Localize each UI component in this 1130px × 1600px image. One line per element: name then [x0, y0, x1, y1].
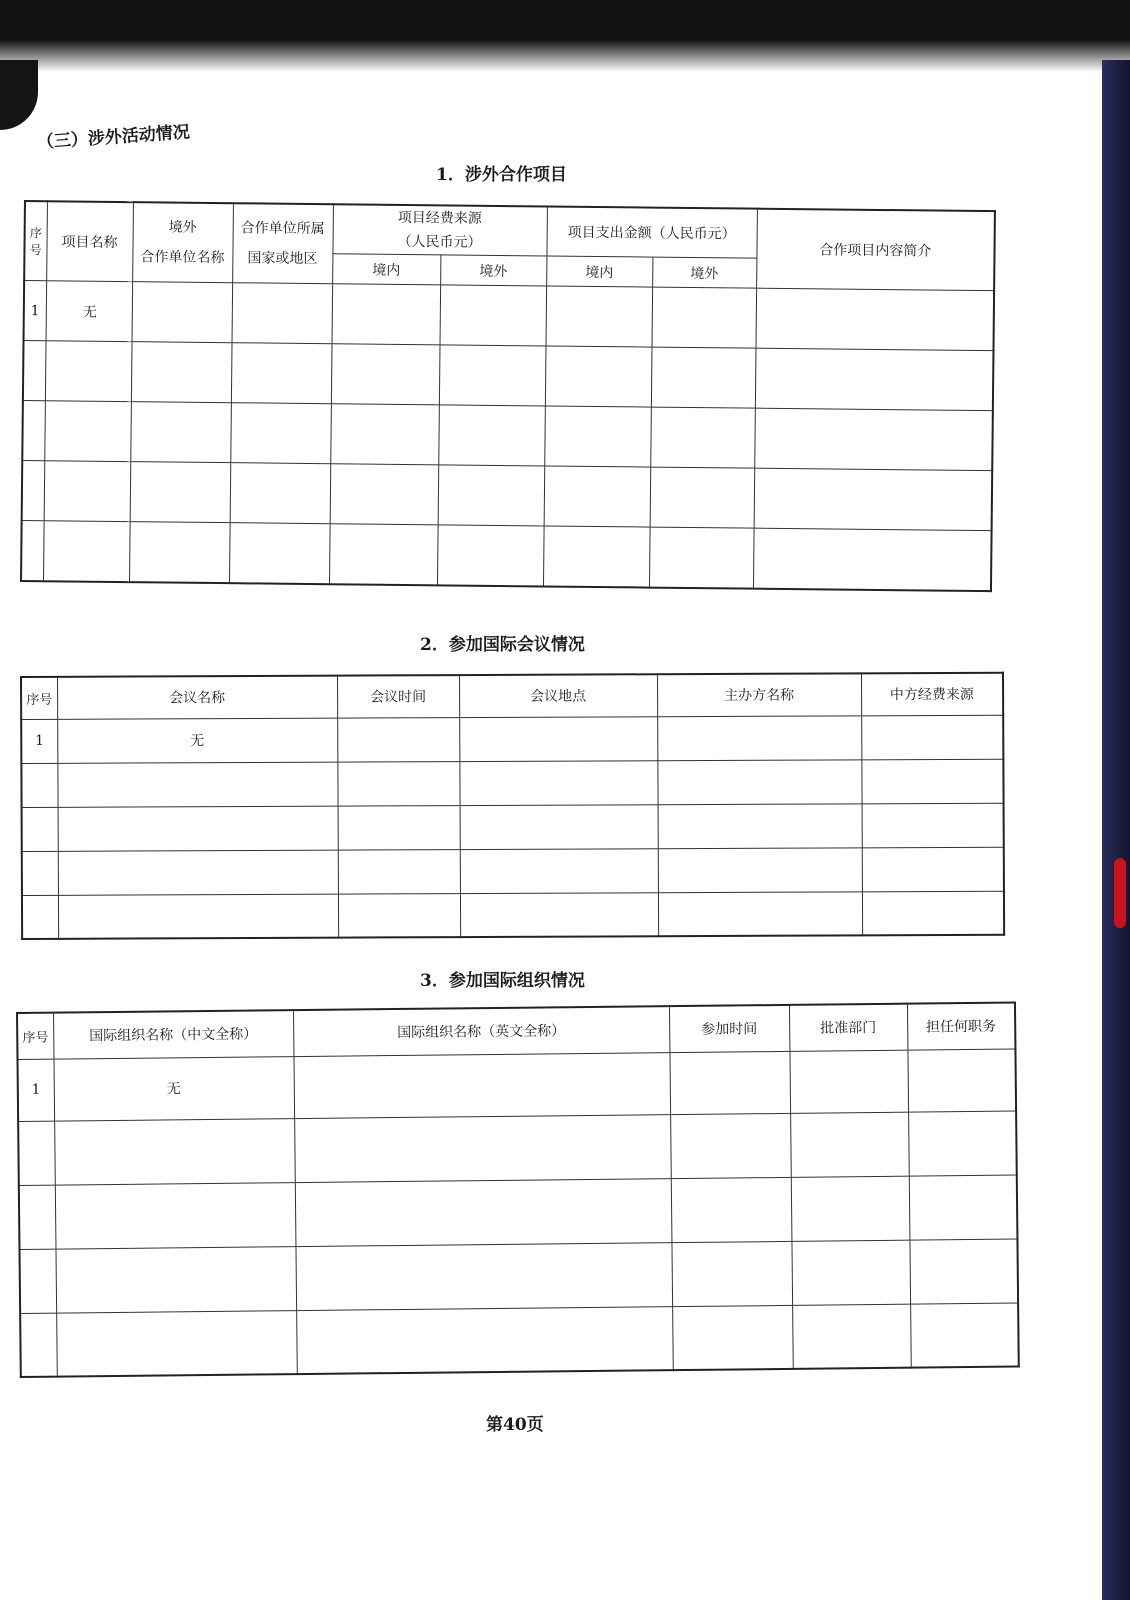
cell	[45, 341, 132, 402]
header-partner-name: 境外 合作单位名称	[132, 202, 233, 283]
cell	[18, 1121, 55, 1185]
header-join-time: 参加时间	[669, 1005, 789, 1052]
cell	[330, 404, 439, 465]
cell	[658, 891, 862, 936]
cell	[792, 1304, 911, 1369]
section-title: （三）涉外活动情况	[36, 122, 191, 153]
cell	[650, 407, 755, 468]
cell	[230, 403, 331, 464]
header-meeting-name: 会议名称	[57, 676, 337, 719]
cell	[330, 464, 439, 525]
table1-title: 1．涉外合作项目	[436, 165, 567, 185]
cell	[295, 1242, 672, 1310]
cell	[230, 463, 331, 524]
header-meeting-place: 会议地点	[459, 674, 657, 717]
cell	[658, 803, 862, 848]
header-funding: 中方经费来源	[861, 673, 1003, 716]
table-row	[21, 759, 1003, 807]
table-row	[22, 847, 1004, 895]
cell	[437, 525, 544, 586]
cell	[337, 717, 459, 762]
cell	[909, 1175, 1018, 1240]
table-row	[18, 1111, 1017, 1185]
table-row	[22, 400, 993, 470]
row-index: 1	[17, 1059, 54, 1121]
cell	[129, 522, 230, 583]
table-row	[23, 341, 994, 411]
cell	[755, 348, 994, 410]
cell	[669, 1051, 790, 1114]
cell	[440, 285, 547, 346]
cell	[789, 1050, 908, 1113]
cell	[460, 848, 658, 893]
header-summary: 合作项目内容简介	[756, 209, 995, 291]
cell	[55, 1246, 296, 1313]
header-index: 序号	[17, 1013, 53, 1059]
cell	[332, 284, 441, 345]
cell	[909, 1239, 1018, 1304]
cell	[58, 850, 338, 895]
header-funding-source: 项目经费来源 （人民币元）	[332, 204, 547, 256]
cell	[56, 1310, 297, 1377]
cell	[19, 1249, 56, 1313]
header-org-name-en: 国际组织名称（英文全称）	[293, 1006, 669, 1056]
header-project-name: 项目名称	[46, 201, 133, 281]
row-meeting-name: 无	[57, 718, 337, 763]
cell	[908, 1111, 1017, 1176]
cell	[658, 847, 862, 892]
cell	[58, 894, 338, 939]
cell	[459, 716, 657, 761]
cell	[657, 759, 861, 804]
cell	[438, 465, 545, 526]
cell	[651, 347, 756, 408]
cell	[907, 1049, 1016, 1112]
cell	[22, 400, 45, 460]
cell	[670, 1113, 791, 1178]
cell	[439, 345, 546, 406]
cell	[22, 460, 45, 520]
page-number: 第40页	[486, 1415, 544, 1435]
cell	[791, 1176, 910, 1241]
cell	[294, 1114, 671, 1182]
cell	[460, 892, 658, 937]
row-project-name: 无	[46, 281, 133, 342]
cell	[862, 891, 1004, 936]
cell	[651, 287, 756, 348]
binder-edge	[1102, 60, 1130, 1600]
cell	[649, 527, 754, 588]
cell	[791, 1240, 910, 1305]
cell	[331, 344, 440, 405]
cell	[543, 526, 650, 587]
cell	[544, 406, 651, 467]
cell	[657, 715, 861, 760]
cell	[338, 849, 460, 894]
header-expenditure: 项目支出金额（人民币元）	[546, 206, 757, 258]
cell	[671, 1177, 792, 1242]
cell	[131, 342, 232, 403]
cell	[22, 851, 58, 895]
cell	[753, 528, 992, 590]
cell	[231, 343, 332, 404]
cell	[295, 1178, 672, 1246]
table-row	[22, 460, 993, 530]
cell	[755, 288, 994, 350]
cell	[54, 1118, 295, 1185]
cell	[650, 467, 755, 528]
table-row	[22, 891, 1004, 939]
cell	[460, 804, 658, 849]
cell	[338, 805, 460, 850]
row-index: 1	[21, 719, 57, 763]
cell	[23, 341, 46, 401]
header-expenditure-overseas: 境外	[652, 257, 756, 288]
table2-title: 2．参加国际会议情况	[420, 635, 585, 655]
header-position: 担任何职务	[907, 1003, 1015, 1050]
cell	[43, 521, 130, 582]
cell	[671, 1241, 792, 1306]
cell	[861, 759, 1003, 804]
cell	[132, 282, 233, 343]
table-row	[24, 281, 995, 351]
cell	[21, 520, 44, 580]
cell	[229, 523, 330, 584]
cell	[293, 1052, 670, 1118]
cell	[910, 1303, 1019, 1368]
binder-tab	[1114, 858, 1126, 928]
cell	[672, 1305, 793, 1370]
cell	[329, 524, 438, 585]
cell	[232, 283, 333, 344]
header-funding-domestic: 境内	[332, 254, 440, 285]
header-index: 序号	[21, 677, 57, 719]
cell	[130, 402, 231, 463]
header-index: 序号	[24, 201, 47, 281]
cell	[22, 807, 58, 851]
cell	[546, 286, 653, 347]
header-approval-dept: 批准部门	[789, 1004, 907, 1051]
cell	[790, 1112, 909, 1177]
cell	[55, 1182, 296, 1249]
cell	[438, 405, 545, 466]
cell	[861, 715, 1003, 760]
cell	[338, 893, 460, 938]
cell	[754, 468, 993, 530]
cell	[58, 806, 338, 851]
header-expenditure-domestic: 境内	[546, 256, 652, 287]
cell	[22, 895, 58, 939]
international-organizations-table	[16, 1002, 1020, 1378]
cell	[44, 401, 131, 462]
cell	[862, 803, 1004, 848]
cell	[130, 462, 231, 523]
cell	[337, 761, 459, 806]
cell	[57, 762, 337, 807]
cell	[862, 847, 1004, 892]
cell	[20, 1313, 57, 1377]
table-row	[21, 715, 1003, 763]
cell	[544, 466, 651, 527]
table-row	[19, 1239, 1018, 1313]
table-row	[20, 1303, 1019, 1377]
international-meetings-table	[20, 672, 1005, 940]
table-row	[17, 1049, 1016, 1121]
row-org-name-cn: 无	[53, 1056, 294, 1121]
table-row	[21, 520, 992, 590]
header-org-name-cn: 国际组织名称（中文全称）	[53, 1010, 293, 1059]
cell	[44, 461, 131, 522]
header-partner-country: 合作单位所属 国家或地区	[232, 203, 333, 284]
cell	[754, 408, 993, 470]
header-host: 主办方名称	[657, 673, 861, 716]
row-index: 1	[24, 281, 47, 341]
table3-title: 3．参加国际组织情况	[420, 971, 585, 991]
header-funding-overseas: 境外	[440, 255, 546, 286]
cell	[545, 346, 652, 407]
table-row	[19, 1175, 1018, 1249]
cell	[19, 1185, 56, 1249]
table-row	[22, 803, 1004, 851]
cooperation-projects-table	[20, 200, 996, 592]
cell	[21, 763, 57, 807]
header-meeting-time: 会议时间	[337, 675, 459, 718]
cell	[459, 760, 657, 805]
cell	[296, 1306, 673, 1374]
